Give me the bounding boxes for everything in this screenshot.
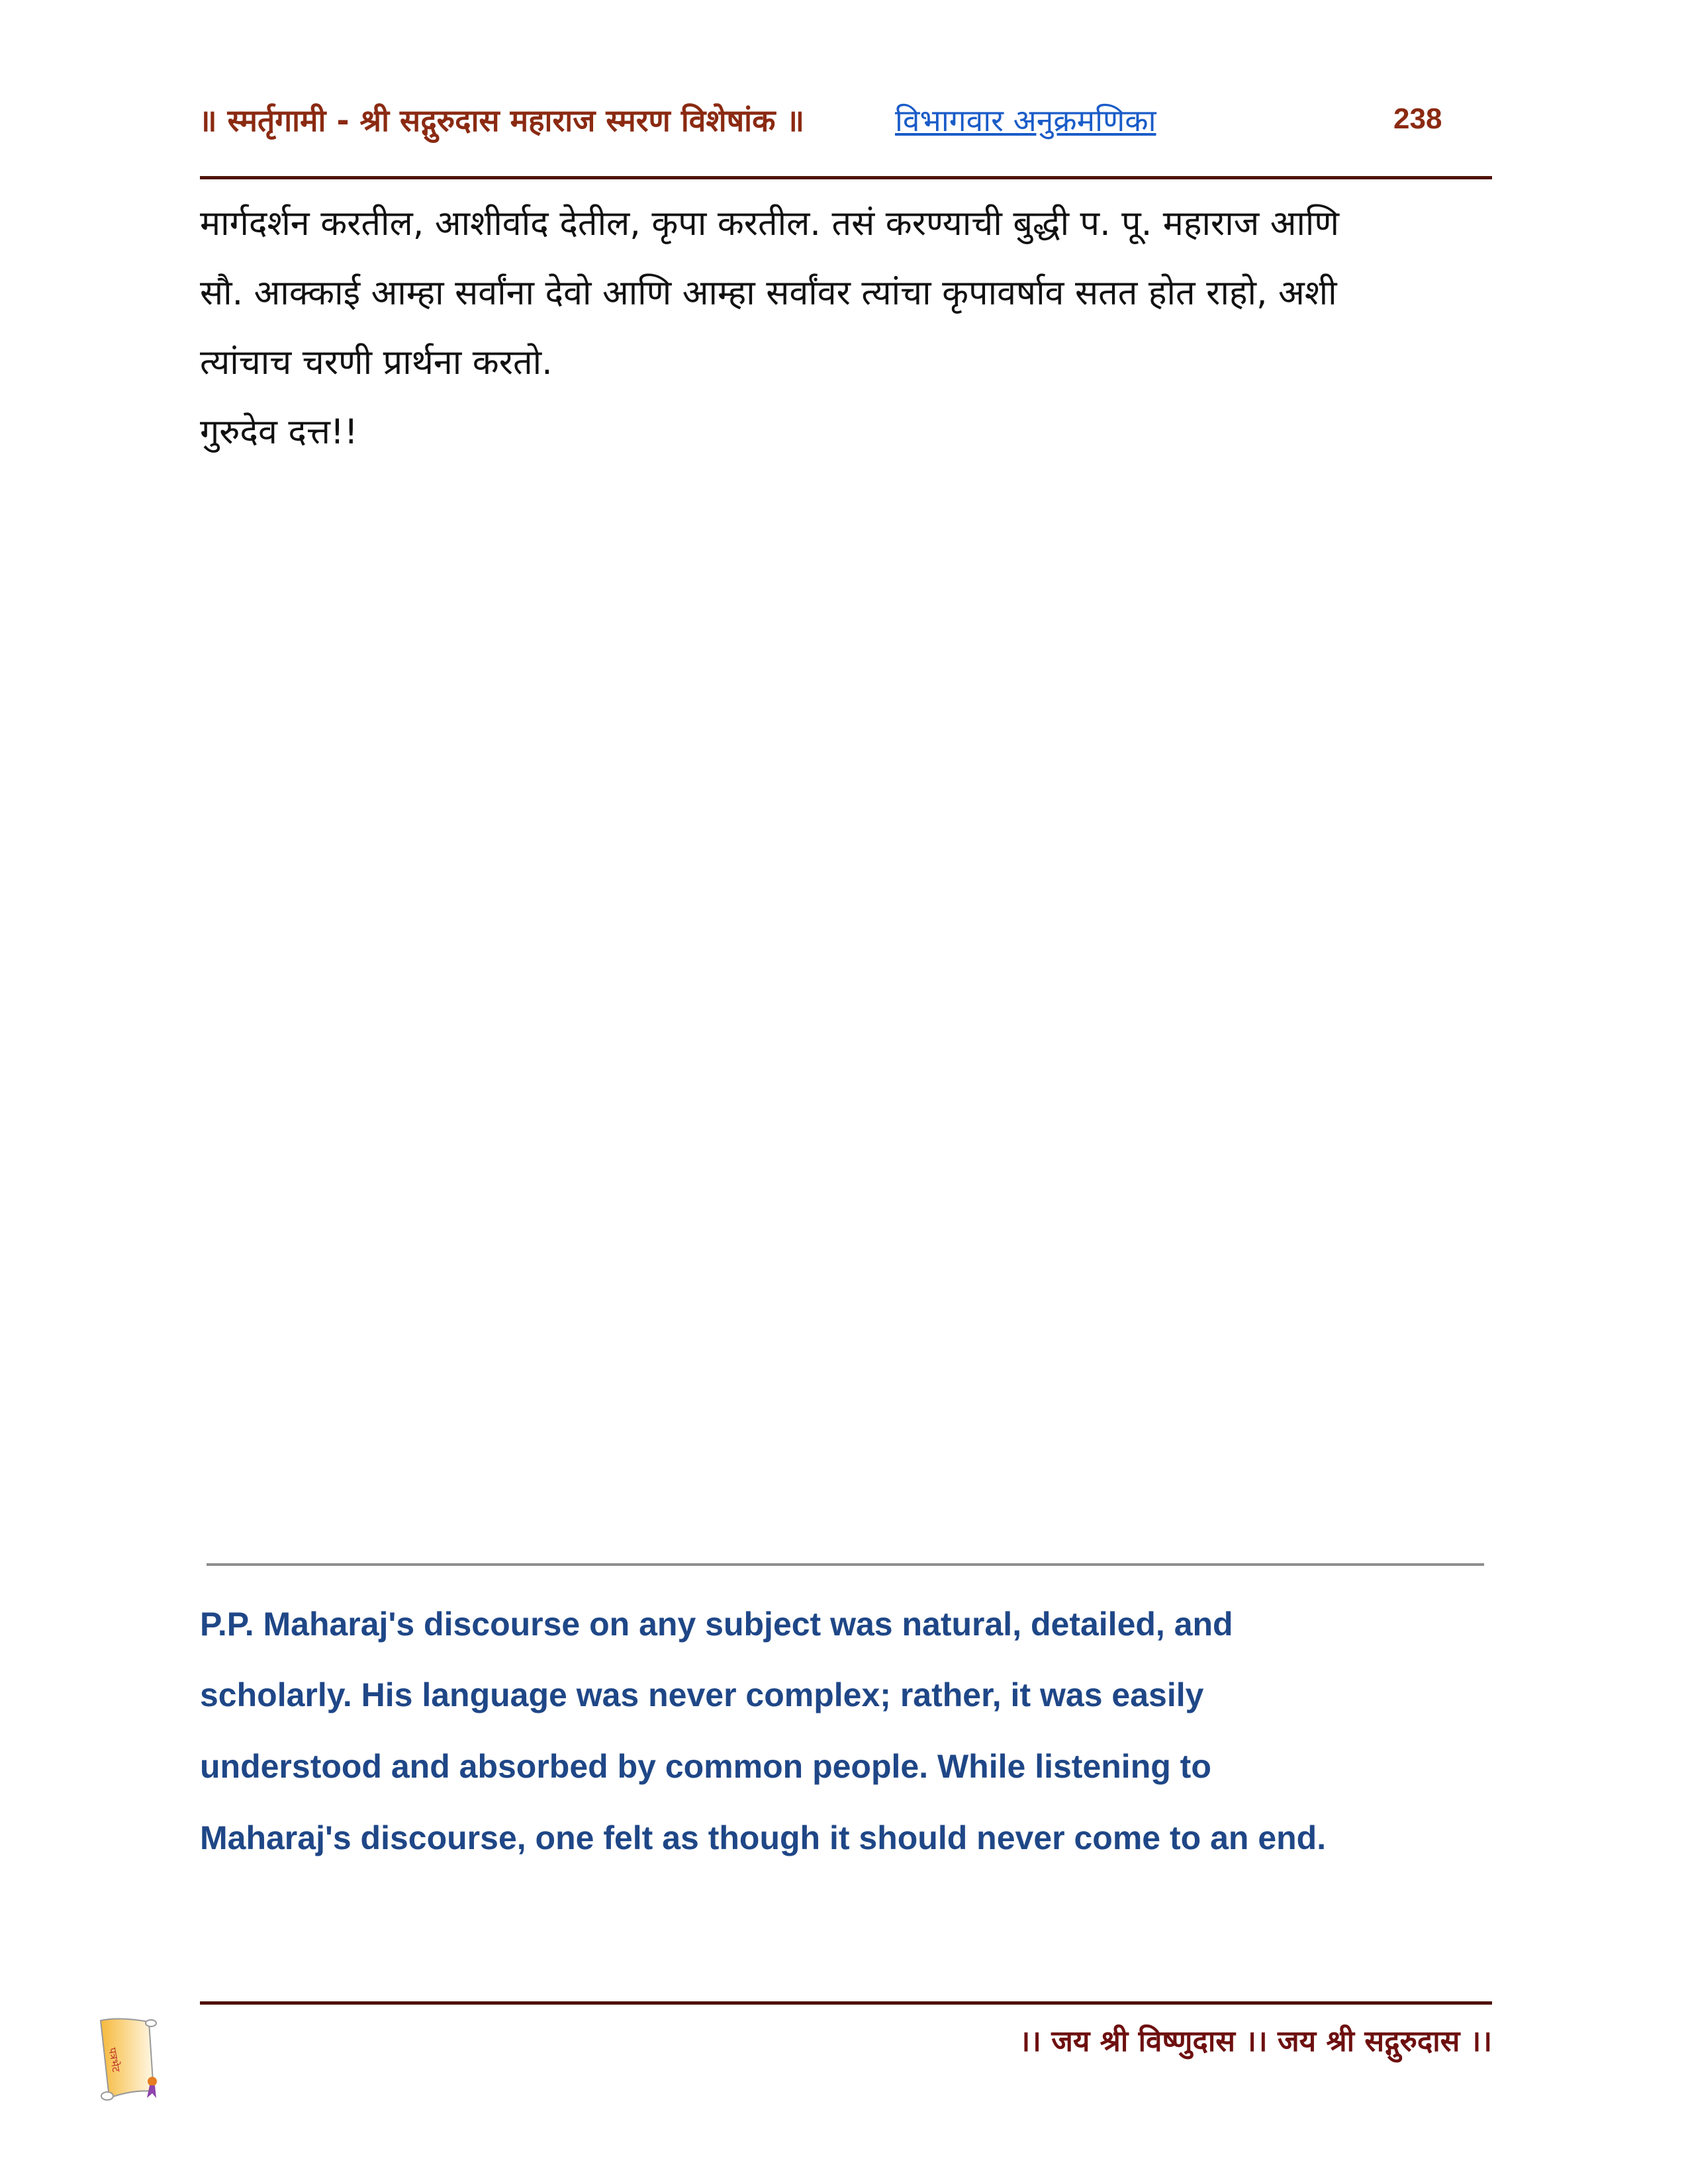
- paragraph-line: सौ. आक्काई आम्हा सर्वांना देवो आणि आम्हा सर्वांवर त्यांचा कृपावर्षाव सतत होत राहो, अशी: [200, 273, 1337, 313]
- footer-motto: ।। जय श्री विष्णुदास ।। जय श्री सद्गुरुदास ।।: [1019, 2025, 1492, 2058]
- header-title: ॥ स्मर्तृगामी - श्री सद्गुरुदास महाराज स्मरण विशेषांक ॥: [199, 103, 804, 138]
- header-divider: [200, 176, 1492, 179]
- index-link[interactable]: विभागवार अनुक्रमणिका: [895, 103, 1156, 138]
- footer-divider: [200, 2001, 1492, 2005]
- scroll-logo-icon: [93, 2015, 169, 2105]
- quote-line: understood and absorbed by common people. While listening to: [200, 1748, 1211, 1785]
- page-number: 238: [1393, 103, 1442, 135]
- quote-line: P.P. Maharaj's discourse on any subject was natural, detailed, and: [200, 1606, 1233, 1643]
- paragraph-line: त्यांचाच चरणी प्रार्थना करतो.: [200, 343, 553, 383]
- logo-text: पत्रभेट: [106, 2046, 123, 2073]
- quote-line: scholarly. His language was never complex; rather, it was easily: [200, 1676, 1204, 1713]
- closing-salutation: गुरुदेव दत्त!!: [200, 412, 358, 452]
- paragraph-line: मार्गदर्शन करतील, आशीर्वाद देतील, कृपा करतील. तसं करण्याची बुद्धी प. पू. महाराज आणि: [200, 204, 1339, 244]
- quote-divider: [207, 1563, 1484, 1566]
- quote-line: Maharaj's discourse, one felt as though it should never come to an end.: [200, 1819, 1327, 1856]
